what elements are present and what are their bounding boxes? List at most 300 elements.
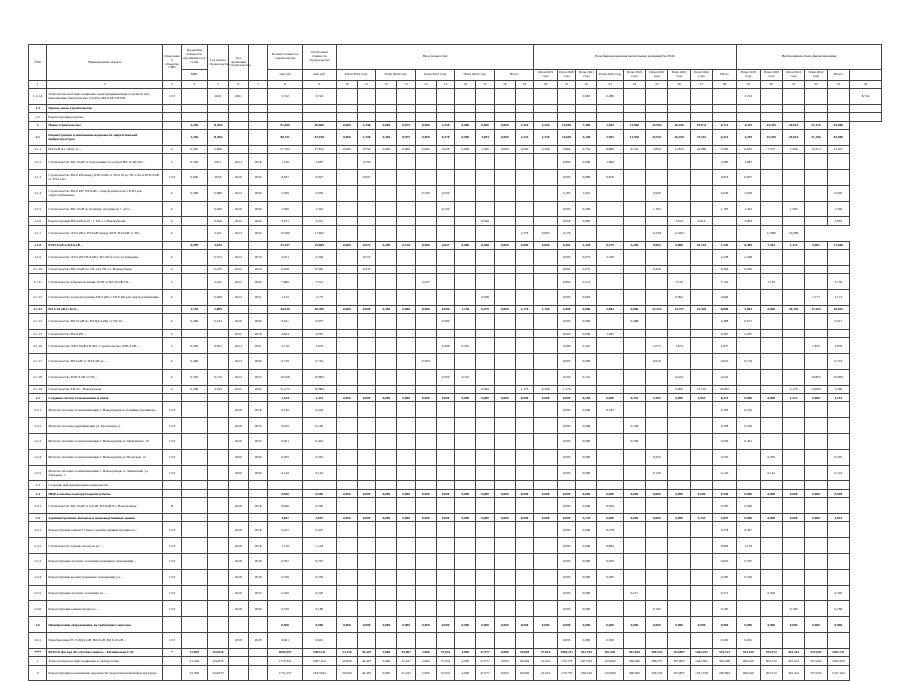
table-cell: 0,500 bbox=[597, 498, 623, 514]
table-cell: 3,742 bbox=[302, 89, 336, 105]
table-cell: 25,867 bbox=[713, 385, 737, 393]
table-cell bbox=[623, 402, 645, 418]
table-cell: 0,000 bbox=[515, 514, 533, 522]
table-cell: 0,619 bbox=[713, 354, 737, 370]
table-cell: 23,947 bbox=[646, 129, 668, 145]
table-cell: 0,827 bbox=[302, 169, 336, 185]
table-cell: 14,570 bbox=[690, 385, 712, 393]
table-cell bbox=[455, 201, 476, 217]
table-cell: 451,783 bbox=[576, 648, 597, 656]
table-cell bbox=[455, 632, 476, 648]
table-cell bbox=[827, 154, 849, 170]
table-cell bbox=[690, 465, 712, 481]
table-cell bbox=[782, 449, 804, 465]
table-cell: 2,118 bbox=[268, 338, 302, 354]
table-cell bbox=[760, 354, 782, 370]
table-cell: 29,610 bbox=[782, 129, 804, 145]
row-number: 2 bbox=[29, 665, 47, 681]
table-cell: 31,247 bbox=[397, 657, 415, 665]
table-cell bbox=[805, 522, 827, 538]
table-cell bbox=[623, 385, 645, 393]
table-cell bbox=[476, 329, 494, 337]
row-number: 2.1.6 bbox=[29, 217, 47, 225]
table-cell bbox=[646, 314, 668, 330]
table-row bbox=[29, 632, 882, 648]
table-cell bbox=[760, 104, 782, 112]
table-cell bbox=[623, 538, 645, 554]
table-cell: 9,224 bbox=[668, 369, 690, 385]
table-cell: 0,468 bbox=[207, 289, 228, 305]
object-name: Строительство кабельной линии 10 кВ от ВЛ-10 кВ ТП... bbox=[47, 274, 163, 290]
row-number: 2.4.1 bbox=[29, 498, 47, 514]
table-cell: 0,894 bbox=[713, 538, 737, 554]
table-row bbox=[29, 481, 882, 489]
table-cell bbox=[668, 113, 690, 121]
table-row bbox=[29, 121, 882, 129]
column-header: План 2019 года bbox=[336, 70, 375, 81]
table-cell bbox=[181, 113, 207, 121]
table-cell: 2019 bbox=[229, 434, 249, 450]
table-cell bbox=[668, 249, 690, 265]
table-row bbox=[29, 217, 882, 225]
table-cell bbox=[415, 113, 436, 121]
table-cell bbox=[181, 89, 207, 105]
table-cell: С bbox=[163, 265, 181, 273]
table-cell: 0,142 bbox=[760, 465, 782, 481]
table-cell: 0,000 bbox=[597, 489, 623, 497]
table-cell bbox=[668, 434, 690, 450]
table-cell: С bbox=[163, 338, 181, 354]
table-cell: 7,150 bbox=[827, 274, 849, 290]
table-cell bbox=[827, 265, 849, 273]
row-number: 2.1.4 bbox=[29, 185, 47, 201]
table-cell bbox=[494, 104, 515, 112]
object-name: Строительство ВЛ-10 кВ по ТП-14 в ТП-1 г. Новокузнецк bbox=[47, 265, 163, 273]
table-cell: 2012 bbox=[229, 217, 249, 225]
table-cell: 0,960 bbox=[827, 617, 849, 633]
table-cell: 1,562 bbox=[597, 121, 623, 129]
table-cell: 0,000 bbox=[494, 489, 515, 497]
table-cell bbox=[476, 113, 494, 121]
table-cell: 0,306 bbox=[181, 185, 207, 201]
table-cell: 1,258 bbox=[436, 121, 454, 129]
table-cell: 7,150 bbox=[760, 274, 782, 290]
table-cell: 301,639 bbox=[623, 648, 645, 656]
table-cell bbox=[336, 434, 357, 450]
table-cell: 0,458 bbox=[268, 265, 302, 273]
table-cell bbox=[476, 465, 494, 481]
table-cell bbox=[376, 113, 397, 121]
table-cell bbox=[534, 338, 558, 354]
table-cell bbox=[248, 104, 268, 112]
table-cell: 20,630 bbox=[336, 657, 357, 665]
table-cell bbox=[476, 249, 494, 265]
table-cell bbox=[515, 434, 533, 450]
table-cell bbox=[181, 585, 207, 601]
table-cell: 25,609 bbox=[302, 241, 336, 249]
table-cell bbox=[397, 201, 415, 217]
table-cell: 1,176 bbox=[515, 305, 533, 313]
table-cell bbox=[782, 169, 804, 185]
table-cell: 15,359 bbox=[760, 129, 782, 145]
table-cell bbox=[782, 329, 804, 337]
object-name: Реконструкция и повышение надежности энергетической инфраструктуры bbox=[47, 665, 163, 681]
table-cell: 1,053 bbox=[690, 394, 712, 402]
table-cell: 533,113 bbox=[713, 648, 737, 656]
table-cell bbox=[376, 354, 397, 370]
table-cell: 6,020 bbox=[827, 185, 849, 201]
table-cell: 361,413 bbox=[782, 657, 804, 665]
table-cell bbox=[515, 481, 533, 489]
table-cell bbox=[336, 265, 357, 273]
table-cell: 10,863 bbox=[827, 369, 849, 385]
table-cell: 2018 bbox=[229, 498, 249, 514]
table-cell: 6,890 bbox=[668, 241, 690, 249]
table-cell: 5,636 bbox=[302, 185, 336, 201]
table-cell: 2,297 bbox=[736, 329, 760, 337]
table-cell bbox=[376, 329, 397, 337]
object-name: КТП-6 кВ и ВЛ-6 кВ ... bbox=[47, 241, 163, 249]
table-cell: 4,000 bbox=[455, 657, 476, 665]
table-cell: 6,260 bbox=[207, 201, 228, 217]
row-number: 2 bbox=[29, 121, 47, 129]
table-cell bbox=[827, 481, 849, 489]
table-cell: 0,000 bbox=[494, 665, 515, 681]
table-cell: С bbox=[163, 289, 181, 305]
table-cell bbox=[646, 113, 668, 121]
table-cell: 2018 bbox=[229, 632, 249, 648]
row-number: 2.1.19 bbox=[29, 385, 47, 393]
table-cell bbox=[376, 89, 397, 105]
table-cell bbox=[805, 274, 827, 290]
table-cell: 0,093 bbox=[557, 449, 575, 465]
table-cell bbox=[690, 338, 712, 354]
table-cell bbox=[646, 538, 668, 554]
table-cell bbox=[229, 514, 249, 522]
table-cell: 0,093 bbox=[557, 569, 575, 585]
table-cell bbox=[668, 154, 690, 170]
table-cell: 0,333 bbox=[623, 394, 645, 402]
table-cell: 0,000 bbox=[376, 489, 397, 497]
table-cell: 0,000 bbox=[415, 241, 436, 249]
object-name: Реконструкция здания 3 этажа в здании административного... bbox=[47, 522, 163, 538]
table-cell: 5,706 bbox=[268, 185, 302, 201]
table-cell bbox=[690, 632, 712, 648]
table-cell: * bbox=[163, 648, 181, 656]
table-cell bbox=[827, 104, 849, 112]
table-cell bbox=[515, 169, 533, 185]
table-cell: 2023 bbox=[248, 369, 268, 385]
table-cell: 0,361 bbox=[207, 338, 228, 354]
table-cell: 1,156 bbox=[181, 305, 207, 313]
table-cell: 1,260 bbox=[827, 385, 849, 393]
table-cell: 1,675 bbox=[713, 338, 737, 354]
table-cell: 2020 bbox=[248, 465, 268, 481]
column-number: 7 bbox=[248, 81, 268, 89]
column-number: 14 bbox=[415, 81, 436, 89]
table-cell bbox=[668, 402, 690, 418]
object-name: Монтаж системы телемеханизации г. Новокузнецк ул. Вольская, 12 bbox=[47, 449, 163, 465]
table-cell bbox=[397, 434, 415, 450]
table-cell: 0,767 bbox=[268, 554, 302, 570]
object-name: ВЛ 6 кВ ф.1 (Ф.6) от ... bbox=[47, 145, 163, 153]
table-cell: 1,176 bbox=[515, 385, 533, 393]
table-cell bbox=[476, 538, 494, 554]
column-header: млн руб bbox=[302, 70, 336, 81]
table-cell bbox=[436, 89, 454, 105]
table-cell: 0,000 bbox=[534, 514, 558, 522]
table-cell bbox=[782, 538, 804, 554]
table-cell: 0,089 bbox=[576, 169, 597, 185]
object-name: Приобретение РТ-Т-6(6,4) кВ. ВЛ-6 кВ, ВЛ 6-10 кВ ... bbox=[47, 632, 163, 648]
table-cell bbox=[415, 201, 436, 217]
table-cell: 12,219 bbox=[646, 305, 668, 313]
table-cell: 0,000 bbox=[336, 394, 357, 402]
table-cell: 2019 bbox=[229, 201, 249, 217]
table-cell: 357,645 bbox=[805, 665, 827, 681]
table-cell bbox=[515, 154, 533, 170]
table-cell bbox=[207, 538, 228, 554]
row-number: 2.1.14 bbox=[29, 314, 47, 330]
table-cell bbox=[436, 449, 454, 465]
object-name: Строительство ВЛ-6 кВ между КТП-6 кВ от ТП-218 до ТП-1142 и КТП-6 кВ от ТП-1142... bbox=[47, 169, 163, 185]
table-cell: 0,066 bbox=[576, 314, 597, 330]
table-cell bbox=[760, 154, 782, 170]
table-cell bbox=[357, 585, 375, 601]
object-name: Приобретение оборудования, не требующего монтажа bbox=[47, 617, 163, 633]
table-cell bbox=[357, 434, 375, 450]
table-cell bbox=[181, 489, 207, 497]
table-cell: 2,752 bbox=[576, 145, 597, 153]
table-cell bbox=[163, 104, 181, 112]
table-cell: 0,000 bbox=[336, 121, 357, 129]
table-cell bbox=[782, 265, 804, 273]
table-cell bbox=[623, 185, 645, 201]
table-cell: 0,320 bbox=[827, 585, 849, 601]
table-cell bbox=[207, 601, 228, 617]
table-cell bbox=[336, 89, 357, 105]
table-cell bbox=[476, 225, 494, 241]
table-cell: 14,757 bbox=[668, 305, 690, 313]
table-cell: 3,133 bbox=[690, 514, 712, 522]
table-cell bbox=[229, 104, 249, 112]
table-cell bbox=[597, 369, 623, 385]
column-header: План 2022 года bbox=[455, 70, 494, 81]
table-cell bbox=[646, 104, 668, 112]
table-cell: 0,000 bbox=[668, 514, 690, 522]
table-cell: 0,378 bbox=[713, 522, 737, 538]
table-cell bbox=[455, 89, 476, 105]
table-cell bbox=[646, 289, 668, 305]
table-cell bbox=[782, 481, 804, 489]
table-cell bbox=[515, 89, 533, 105]
table-cell bbox=[415, 169, 436, 185]
table-cell: 0,401 bbox=[268, 434, 302, 450]
column-header: Полная стоимость строительства bbox=[268, 45, 302, 70]
table-cell: С bbox=[163, 185, 181, 201]
table-cell: С/П bbox=[163, 554, 181, 570]
table-cell bbox=[248, 305, 268, 313]
table-cell bbox=[163, 514, 181, 522]
table-cell bbox=[827, 434, 849, 450]
column-header: Ввод мощностей bbox=[336, 45, 533, 70]
table-cell bbox=[357, 385, 375, 393]
table-cell bbox=[336, 369, 357, 385]
table-cell bbox=[690, 354, 712, 370]
table-cell: 1,156 bbox=[455, 305, 476, 313]
table-cell bbox=[668, 201, 690, 217]
table-cell bbox=[415, 402, 436, 418]
table-cell: 9,994 bbox=[646, 241, 668, 249]
table-cell: С bbox=[163, 249, 181, 265]
table-cell bbox=[357, 113, 375, 121]
row-number: 2.1.16 bbox=[29, 338, 47, 354]
object-name: Реконструкция и повышение надежности энергетической инфраструктуры bbox=[47, 129, 163, 145]
table-cell bbox=[376, 418, 397, 434]
table-cell bbox=[690, 89, 712, 105]
table-cell: 2,600 bbox=[415, 665, 436, 681]
object-name: Строительство ТП-22 - Новокузнецк bbox=[47, 385, 163, 393]
table-cell: 1,183 bbox=[713, 201, 737, 217]
table-cell bbox=[623, 249, 645, 265]
table-cell bbox=[376, 601, 397, 617]
table-cell: 11,003 bbox=[668, 225, 690, 241]
table-cell bbox=[476, 274, 494, 290]
table-row bbox=[29, 89, 882, 105]
table-cell: 2022 bbox=[248, 385, 268, 393]
row-number: 1 bbox=[29, 657, 47, 665]
table-cell: 0,108 bbox=[623, 418, 645, 434]
table-cell: 0,680 bbox=[207, 185, 228, 201]
table-cell: 1331,579 bbox=[690, 665, 712, 681]
object-name: Строительство здания склада на ул. ... bbox=[47, 538, 163, 554]
column-number: 19 bbox=[515, 81, 533, 89]
table-cell bbox=[415, 449, 436, 465]
table-cell bbox=[248, 89, 268, 105]
table-cell bbox=[436, 249, 454, 265]
column-number: 23 bbox=[597, 81, 623, 89]
table-cell: 0,000 bbox=[397, 394, 415, 402]
table-cell bbox=[760, 522, 782, 538]
table-cell: 95,000 bbox=[827, 121, 849, 129]
table-cell bbox=[623, 201, 645, 217]
table-cell: 2,854 bbox=[646, 145, 668, 153]
table-cell: 3,742 bbox=[268, 89, 302, 105]
table-cell: 1,173 bbox=[805, 289, 827, 305]
column-number: 3 bbox=[163, 81, 181, 89]
table-cell bbox=[336, 601, 357, 617]
table-cell bbox=[455, 274, 476, 290]
table-cell bbox=[668, 554, 690, 570]
table-cell bbox=[207, 418, 228, 434]
table-cell bbox=[248, 665, 268, 681]
column-number: 24 bbox=[623, 81, 645, 89]
table-cell: С bbox=[163, 369, 181, 385]
table-cell: 8,742 bbox=[850, 89, 882, 105]
column-header: План 2019 года bbox=[534, 70, 558, 81]
table-row bbox=[29, 585, 882, 601]
table-cell: 0,600 bbox=[668, 385, 690, 393]
table-cell bbox=[760, 201, 782, 217]
table-cell bbox=[207, 402, 228, 418]
table-cell bbox=[534, 418, 558, 434]
table-cell: 51,119 bbox=[805, 121, 827, 129]
table-cell bbox=[623, 225, 645, 241]
table-cell bbox=[760, 338, 782, 354]
table-cell bbox=[805, 265, 827, 273]
table-cell: 0,235 bbox=[207, 265, 228, 273]
table-cell bbox=[436, 225, 454, 241]
table-cell: 0,009 bbox=[576, 354, 597, 370]
table-cell: 2,992 bbox=[597, 129, 623, 145]
table-cell: 2012 bbox=[229, 249, 249, 265]
table-cell: 0,320 bbox=[760, 585, 782, 601]
table-cell bbox=[494, 369, 515, 385]
table-cell bbox=[827, 522, 849, 538]
table-cell bbox=[805, 554, 827, 570]
table-cell bbox=[827, 498, 849, 514]
table-cell bbox=[534, 554, 558, 570]
table-cell: 0,285 bbox=[713, 569, 737, 585]
table-cell bbox=[760, 569, 782, 585]
table-row bbox=[29, 657, 882, 665]
table-cell bbox=[668, 418, 690, 434]
table-cell: 2,297 bbox=[302, 329, 336, 337]
table-cell: 304,543 bbox=[646, 648, 668, 656]
table-cell: 4,338 bbox=[576, 129, 597, 145]
table-cell: 29,656 bbox=[515, 657, 533, 665]
table-cell bbox=[760, 185, 782, 201]
table-cell: 303,172 bbox=[760, 665, 782, 681]
table-cell bbox=[736, 585, 760, 601]
table-cell: 31,247 bbox=[397, 665, 415, 681]
table-cell bbox=[534, 329, 558, 337]
table-cell bbox=[534, 169, 558, 185]
table-cell: 0,000 bbox=[494, 121, 515, 129]
table-cell: 0,617 bbox=[736, 314, 760, 330]
table-cell bbox=[397, 569, 415, 585]
table-cell bbox=[597, 314, 623, 330]
table-cell: 0,320 bbox=[302, 585, 336, 601]
table-cell bbox=[376, 369, 397, 385]
table-cell: 0,216 bbox=[736, 402, 760, 418]
table-cell: 0,090 bbox=[576, 585, 597, 601]
table-cell: 0,093 bbox=[557, 585, 575, 601]
table-row bbox=[29, 648, 882, 656]
table-cell: 55,067 bbox=[397, 648, 415, 656]
table-cell bbox=[623, 481, 645, 489]
table-cell bbox=[181, 394, 207, 402]
table-cell bbox=[646, 329, 668, 337]
table-cell bbox=[376, 249, 397, 265]
table-cell bbox=[415, 385, 436, 393]
table-cell bbox=[436, 434, 454, 450]
table-cell bbox=[736, 385, 760, 393]
table-cell: 386,272 bbox=[646, 657, 668, 665]
table-cell bbox=[646, 418, 668, 434]
table-cell: 1547,164 bbox=[827, 665, 849, 681]
table-cell bbox=[357, 329, 375, 337]
table-cell: 0,427 bbox=[302, 522, 336, 538]
row-number: 2.2.3 bbox=[29, 434, 47, 450]
table-cell: 2018 bbox=[229, 418, 249, 434]
table-cell: 2,346 bbox=[302, 249, 336, 265]
table-cell: 2018 bbox=[248, 522, 268, 538]
table-cell bbox=[690, 104, 712, 112]
table-cell: 3,697 bbox=[713, 514, 737, 522]
table-cell bbox=[597, 481, 623, 489]
object-name: Реконструкция ВЛ-6 кВ ф.10 - 1 ТП-1 г. Новокузнецк bbox=[47, 217, 163, 225]
